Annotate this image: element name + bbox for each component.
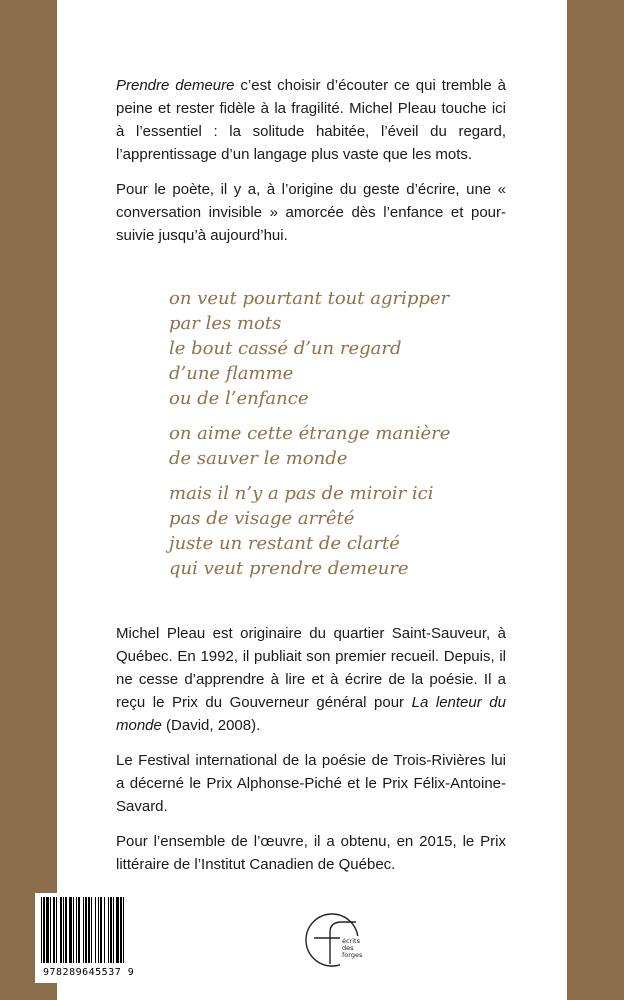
barcode-bar xyxy=(63,897,64,963)
bio-text-1a: Michel Pleau est originaire du quartier Saint-Sauveur, à Québec. En 1992, il publiait son premier recueil. Depuis, il ne cesse d’apprendre à lire et à écrire de la poésie. Il a reçu le Prix du Gouverneur général pour xyxy=(116,625,506,711)
barcode-bar xyxy=(95,897,96,963)
poem-line: juste un restant de clarté xyxy=(169,533,400,554)
intro-paragraph-1 xyxy=(116,74,506,166)
barcode-bar xyxy=(53,897,55,963)
barcode-bar xyxy=(104,897,105,963)
poem-line: on veut pourtant tout agripper xyxy=(169,288,450,309)
poem-line: le bout cassé d’un regard xyxy=(169,338,402,359)
barcode-bar xyxy=(76,897,77,963)
barcode-bar xyxy=(46,897,49,963)
publisher-name-line: écrits xyxy=(342,937,360,945)
bio-paragraph-3: Pour l’ensemble de l’œuvre, il a obtenu, en 2015, le Prix littéraire de l’Institut Canadien de Québec. xyxy=(116,833,506,873)
barcode-bar xyxy=(78,897,80,963)
barcode-bar xyxy=(43,897,45,963)
barcode-bar xyxy=(120,897,122,963)
poem-stanza-3 xyxy=(169,481,450,581)
isbn-barcode xyxy=(35,893,165,983)
barcode-bar xyxy=(100,897,102,963)
poem-stanza-2 xyxy=(169,421,450,471)
barcode-bar xyxy=(116,897,119,963)
poem-line: on aime cette étrange manière xyxy=(169,423,451,444)
barcode-bar xyxy=(83,897,84,963)
barcode-bar xyxy=(65,897,67,963)
poem-line: qui veut prendre demeure xyxy=(169,558,409,579)
barcode-bar xyxy=(110,897,112,963)
poem-excerpt xyxy=(169,286,450,591)
barcode-bar xyxy=(98,897,99,963)
barcode-bar xyxy=(108,897,109,963)
barcode-bar xyxy=(113,897,114,963)
intro-paragraph-2: Pour le poète, il y a, à l’origine du geste d’écrire, une « conversation invisible » amorcée dès l’enfance et poursuivie jusqu’à aujourd’hui. xyxy=(116,181,506,244)
publisher-name-line: des xyxy=(342,944,354,952)
barcode-bar xyxy=(41,897,42,963)
poem-line: d’une flamme xyxy=(169,363,294,384)
barcode-bar xyxy=(60,897,62,963)
bio-paragraph-1 xyxy=(116,622,506,737)
intro-text-1: c’est choisir d’écouter ce qui tremble à peine et rester fidèle à la fragilité. Michel Pleau touche ici à l’essentiel : la solitude habitée, l’éveil du regard, l’apprentissage d’un langage plus vaste que les mots. xyxy=(116,77,506,163)
poem-line: pas de visage arrêté xyxy=(169,508,355,529)
bio-text-1b: (David, 2008). xyxy=(161,717,261,734)
poem-line: mais il n’y a pas de miroir ici xyxy=(169,483,434,504)
barcode-bars xyxy=(39,897,161,965)
award-book-title: La lenteur du monde xyxy=(116,694,506,734)
author-bio xyxy=(116,622,506,888)
poem-line: par les mots xyxy=(169,313,282,334)
barcode-bar xyxy=(73,897,74,963)
barcode-bar xyxy=(88,897,90,963)
barcode-bar xyxy=(91,897,92,963)
book-title: Prendre demeure xyxy=(116,77,235,94)
publisher-name xyxy=(342,938,362,959)
poem-stanza-1 xyxy=(169,286,450,411)
poem-line: de sauver le monde xyxy=(169,448,348,469)
publisher-name-line: forges xyxy=(342,951,363,959)
isbn-number: 978289645537 9 xyxy=(43,967,135,978)
bio-paragraph-2: Le Festival international de la poésie de Trois-Rivières lui a décerné le Prix Alphonse-Piché et le Prix Félix-Antoine-Savard. xyxy=(116,752,506,815)
poem-line: ou de l’enfance xyxy=(169,388,309,409)
back-cover xyxy=(43,0,567,1000)
barcode-bar xyxy=(85,897,87,963)
barcode-bar xyxy=(56,897,57,963)
publisher-logo xyxy=(300,902,368,978)
barcode-bar xyxy=(123,897,124,963)
barcode-bar xyxy=(69,897,72,963)
intro-section xyxy=(116,74,506,259)
barcode-bar xyxy=(50,897,51,963)
